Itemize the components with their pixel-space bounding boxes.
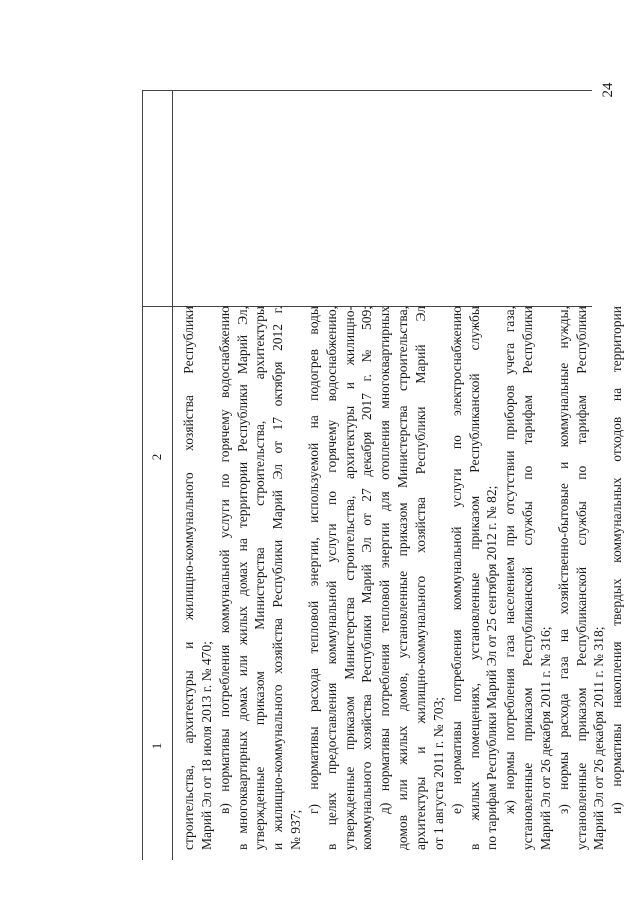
text-line: Марий Эл от 26 декабря 2011 г. № 318;	[591, 626, 607, 850]
text-line: з) нормы расхода газа на хозяйственно-бытовые и коммунальные нужды,	[555, 306, 571, 814]
text-line: д) нормативы потребления тепловой энергии для отопления многоквартирных	[377, 306, 393, 814]
text-line: домов или жилых домов, установленные приказом Министерства строительства,	[395, 306, 411, 850]
text-line: ж) нормы потребления газа населением при отсутствии приборов учета газа,	[502, 306, 518, 814]
text-line: установленные приказом Республиканской службы по тарифам Республики	[520, 306, 536, 850]
text-line: и) нормативы накопления твердых коммунальных отходов на территории	[609, 306, 625, 814]
text-line: в жилых помещениях, установленные приказом Республиканской службы	[466, 306, 482, 850]
text-line: и жилищно-коммунального хозяйства Республики Марий Эл от 17 октября 2012 г.	[270, 306, 286, 850]
text-line: по тарифам Республики Марий Эл от 25 сентября 2012 г. № 82;	[484, 485, 500, 850]
column-header-1: 1	[149, 742, 164, 750]
text-line: № 937;	[288, 809, 304, 850]
document-body	[180, 306, 625, 850]
text-line: в многоквартирных домах или жилых домах на территории Республики Марий Эл,	[234, 306, 250, 850]
text-line: от 1 августа 2011 г. № 703;	[430, 697, 446, 850]
text-line: в целях предоставления коммунальной услуги по горячему водоснабжению,	[323, 306, 339, 850]
text-line: е) нормативы потребления коммунальной услуги по электроснабжению	[448, 306, 464, 814]
text-line: в) нормативы потребления коммунальной услуги по горячему водоснабжению	[216, 306, 232, 814]
text-line: утвержденные приказом Министерства строительства, архитектуры	[252, 306, 268, 850]
table-rule-header-bottom	[172, 90, 173, 860]
text-line: установленные приказом Республиканской службы по тарифам Республики	[573, 306, 589, 850]
text-line: строительства, архитектуры и жилищно-коммунального хозяйства Республики	[181, 306, 196, 850]
page-number: 24	[600, 82, 616, 98]
text-line: утвержденные приказом Министерства строительства, архитектуры и жилищно-	[341, 306, 357, 850]
table-rule-top	[142, 90, 592, 91]
text-line: Марий Эл от 26 декабря 2011 г. № 316;	[537, 626, 553, 850]
text-line: коммунального хозяйства Республики Марий Эл от 27 декабря 2017 г. № 509;	[359, 306, 375, 850]
text-line: г) нормативы расхода тепловой энергии, используемой на подогрев воды	[305, 306, 321, 814]
text-line: Марий Эл от 18 июля 2013 г. № 470;	[198, 641, 214, 850]
text-line: архитектуры и жилищно-коммунального хозяйства Республики Марий Эл	[412, 306, 428, 850]
column-header-2: 2	[149, 453, 164, 461]
